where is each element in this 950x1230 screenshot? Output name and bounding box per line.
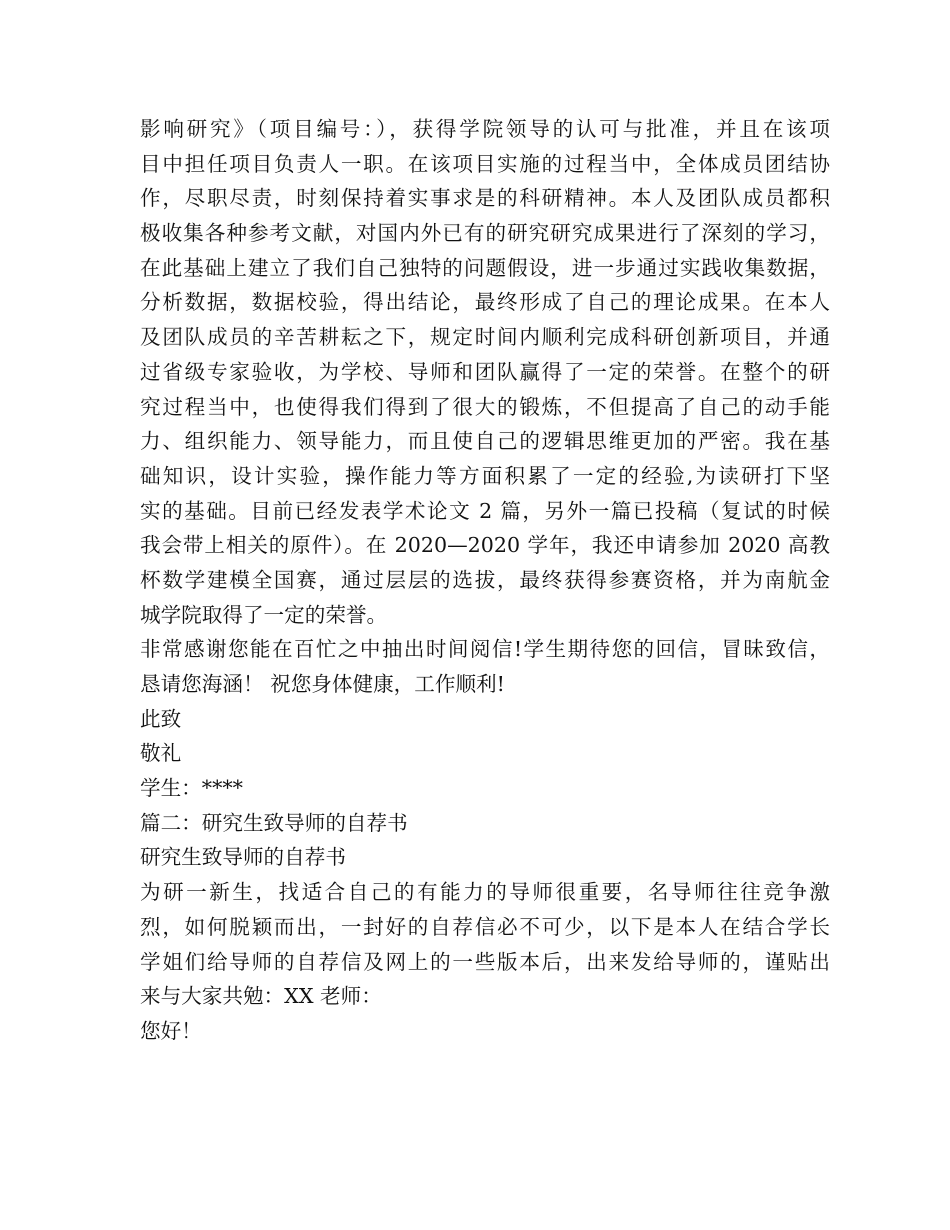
text-line: 实的基础。目前已经发表学术论文 2 篇，另外一篇已投稿（复试的时候 <box>140 498 830 523</box>
text-line: 烈，如何脱颖而出，一封好的自荐信必不可少，以下是本人在结合学长 <box>140 914 830 939</box>
text-line: 础知识，设计实验，操作能力等方面积累了一定的经验,为读研打下坚 <box>140 463 830 488</box>
closing-line: 此致 <box>140 706 182 731</box>
text-line: 过省级专家验收，为学校、导师和团队赢得了一定的荣誉。在整个的研 <box>140 359 830 384</box>
section-heading: 篇二：研究生致导师的自荐书 <box>140 810 408 835</box>
text-line: 目中担任项目负责人一职。在该项目实施的过程当中，全体成员团结协 <box>140 151 830 176</box>
greeting-line: 您好！ <box>140 1018 202 1043</box>
text-line: 来与大家共勉：XX 老师： <box>140 984 382 1009</box>
text-line: 究过程当中，也使得我们得到了很大的锻炼，不但提高了自己的动手能 <box>140 394 830 419</box>
text-line: 极收集各种参考文献，对国内外已有的研究研究成果进行了深刻的学习， <box>140 221 830 246</box>
text-line: 我会带上相关的原件）。在 2020—2020 学年，我还申请参加 2020 高教 <box>140 533 830 558</box>
document-body <box>140 112 830 1049</box>
text-line: 作，尽职尽责，时刻保持着实事求是的科研精神。本人及团队成员都积 <box>140 186 830 211</box>
closing-line: 敬礼 <box>140 741 182 766</box>
text-line: 及团队成员的辛苦耕耘之下，规定时间内顺利完成科研创新项目，并通 <box>140 325 830 350</box>
text-line: 非常感谢您能在百忙之中抽出时间阅信!学生期待您的回信，冒昧致信， <box>140 637 830 662</box>
text-line: 杯数学建模全国赛，通过层层的选拔，最终获得参赛资格，并为南航金 <box>140 567 830 592</box>
text-line: 在此基础上建立了我们自己独特的问题假设，进一步通过实践收集数据， <box>140 255 830 280</box>
text-line: 分析数据，数据校验，得出结论，最终形成了自己的理论成果。在本人 <box>140 290 830 315</box>
text-line: 为研一新生，找适合自己的有能力的导师很重要，名导师往往竞争激 <box>140 880 830 905</box>
text-line: 力、组织能力、领导能力，而且使自己的逻辑思维更加的严密。我在基 <box>140 429 830 454</box>
text-line: 学姐们给导师的自荐信及网上的一些版本后，出来发给导师的，谨贴出 <box>140 949 830 974</box>
section-subtitle: 研究生致导师的自荐书 <box>140 845 346 870</box>
text-line: 影响研究》（项目编号：），获得学院领导的认可与批准，并且在该项 <box>140 117 830 141</box>
text-line: 城学院取得了一定的荣誉。 <box>140 602 388 627</box>
signature-line: 学生：**** <box>140 776 243 801</box>
text-line: 恳请您海涵！ 祝您身体健康，工作顺利! <box>140 672 505 696</box>
